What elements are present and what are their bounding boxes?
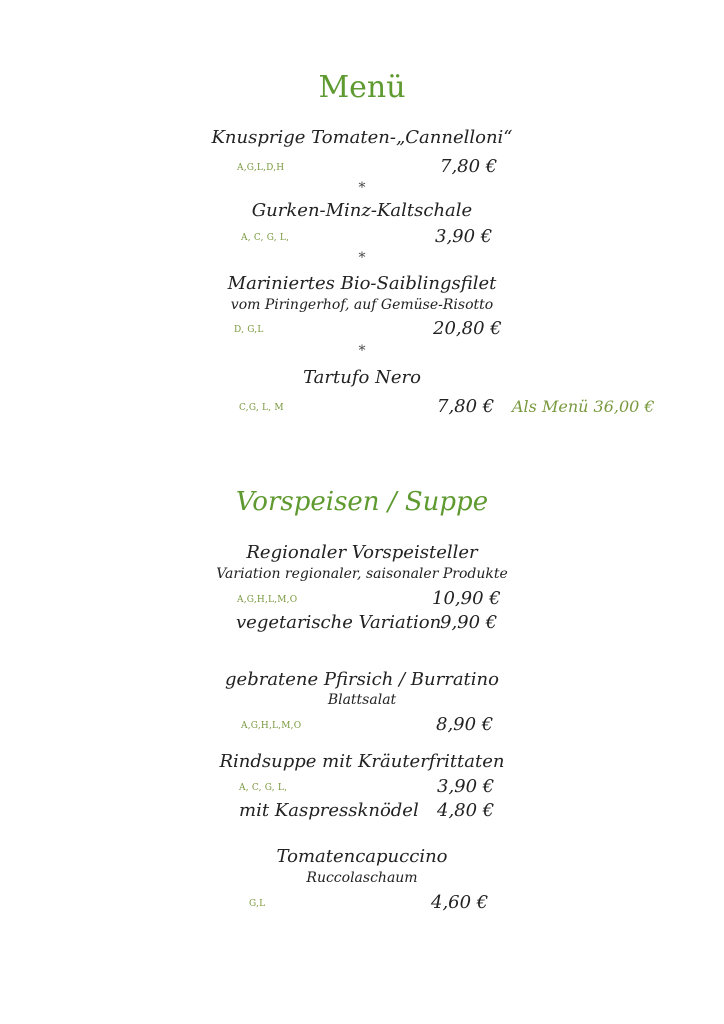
menu-separator: * [358, 343, 366, 359]
menu-item-1-name: Knusprige Tomaten-„Cannelloni“ [211, 127, 513, 148]
menu-separator: * [358, 250, 366, 266]
menu-item-3-name: Mariniertes Bio-Saiblingsfilet [227, 273, 497, 294]
menu-item-4-allergens: C,G, L, M [239, 403, 284, 413]
starter-3-allergens: A, C, G, L, [239, 783, 288, 793]
menu-item-3-description: vom Piringerhof, auf Gemüse-Risotto [230, 297, 494, 313]
starter-4-description: Ruccolaschaum [306, 870, 418, 886]
menu-item-1-allergens: A,G,L,D,H [237, 163, 285, 173]
starter-2-name: gebratene Pfirsich / Burratino [225, 669, 499, 690]
starter-1-price: 10,90 € [432, 588, 501, 609]
menu-item-2-name: Gurken-Minz-Kaltschale [251, 200, 473, 221]
menu-item-1-price: 7,80 € [440, 156, 498, 177]
starter-3-variant-price: 4,80 € [437, 800, 495, 821]
starter-3-name: Rindsuppe mit Kräuterfrittaten [219, 751, 505, 772]
menu-item-2-price: 3,90 € [435, 226, 493, 247]
starter-2-price: 8,90 € [436, 714, 494, 735]
starter-1-variant-price: 9,90 € [440, 612, 498, 633]
menu-item-2-allergens: A, C, G, L, [241, 233, 290, 243]
menu-item-4-price: 7,80 € [437, 396, 495, 417]
starter-4-allergens: G,L [249, 899, 266, 909]
starter-1-variant-name: vegetarische Variation [236, 612, 442, 633]
menu-item-3-price: 20,80 € [433, 318, 502, 339]
starter-2-allergens: A,G,H,L,M,O [241, 721, 302, 731]
starter-3-variant-name: mit Kaspressknödel [239, 800, 419, 821]
menu-total-price: Als Menü 36,00 € [512, 397, 655, 416]
menu-separator: * [358, 180, 366, 196]
starter-1-name: Regionaler Vorspeisteller [246, 542, 478, 563]
starter-2-description: Blattsalat [327, 692, 397, 708]
menu-item-4-name: Tartufo Nero [303, 367, 421, 388]
menu-item-3-allergens: D, G,L [234, 325, 264, 335]
starter-1-description: Variation regionaler, saisonaler Produkte [216, 566, 508, 582]
starter-4-name: Tomatencapuccino [276, 846, 448, 867]
starter-3-price: 3,90 € [437, 776, 495, 797]
starter-1-allergens: A,G,H,L,M,O [237, 595, 298, 605]
menu-section-title: Menü [318, 70, 406, 105]
starter-4-price: 4,60 € [431, 892, 489, 913]
starters-section-title: Vorspeisen / Suppe [235, 487, 489, 517]
